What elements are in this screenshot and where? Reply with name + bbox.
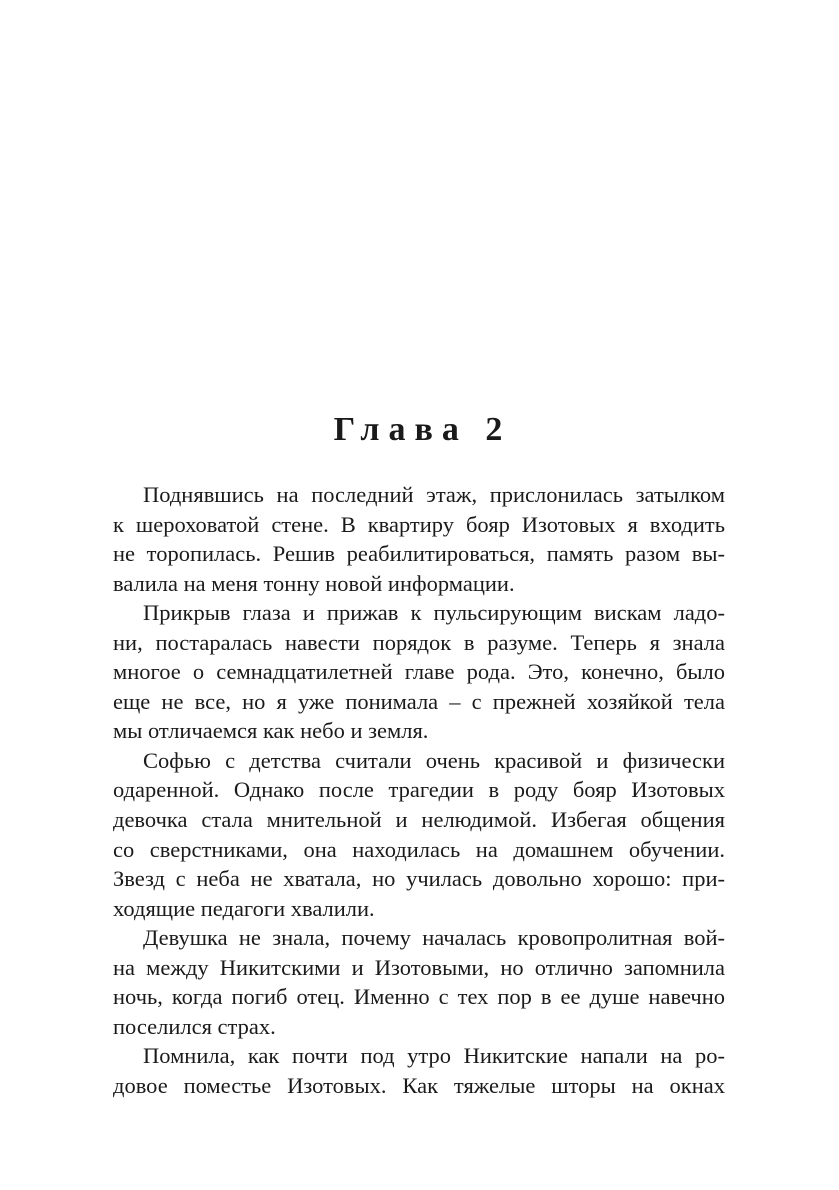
text-line: не торопилась. Решив реабилитироваться, память разом вы- bbox=[113, 541, 725, 567]
text-line: к шероховатой стене. В квартиру бояр Изотовых я входить bbox=[113, 511, 725, 537]
text-line: поселился страх. bbox=[113, 1013, 276, 1039]
text-line: Помнила, как почти под утро Никитские напали на ро- bbox=[143, 1043, 725, 1069]
text-line: со сверстниками, она находилась на домашнем обучении. bbox=[113, 836, 725, 862]
chapter-body bbox=[113, 480, 725, 1100]
text-line: Поднявшись на последний этаж, прислонилась затылком bbox=[143, 482, 725, 507]
text-line: Прикрыв глаза и прижав к пульсирующим вискам ладо- bbox=[143, 600, 725, 626]
text-line: Звезд с неба не хватала, но училась довольно хорошо: при- bbox=[113, 866, 725, 892]
text-line: на между Никитскими и Изотовыми, но отлично запомнила bbox=[113, 954, 725, 980]
text-line: ходящие педагоги хвалили. bbox=[113, 895, 375, 921]
text-line: довое поместье Изотовых. Как тяжелые шторы на окнах bbox=[113, 1072, 725, 1098]
chapter-title: Глава 2 bbox=[333, 411, 512, 448]
text-line: многое о семнадцатилетней главе рода. Это, конечно, было bbox=[113, 659, 725, 685]
text-line: Девушка не знала, почему началась кровопролитная вой- bbox=[143, 925, 725, 951]
text-line: одаренной. Однако после трагедии в роду бояр Изотовых bbox=[113, 777, 725, 803]
text-line: мы отличаемся как небо и земля. bbox=[113, 718, 429, 744]
text-line: ночь, когда погиб отец. Именно с тех пор в ее душе навечно bbox=[113, 984, 725, 1010]
text-line: Софью с детства считали очень красивой и физически bbox=[143, 747, 725, 773]
text-line: валила на меня тонну новой информации. bbox=[113, 570, 515, 596]
text-line: девочка стала мнительной и нелюдимой. Избегая общения bbox=[113, 807, 725, 833]
text-line: ни, постаралась навести порядок в разуме. Теперь я знала bbox=[113, 629, 725, 655]
text-line: еще не все, но я уже понимала – с прежней хозяйкой тела bbox=[113, 688, 725, 714]
